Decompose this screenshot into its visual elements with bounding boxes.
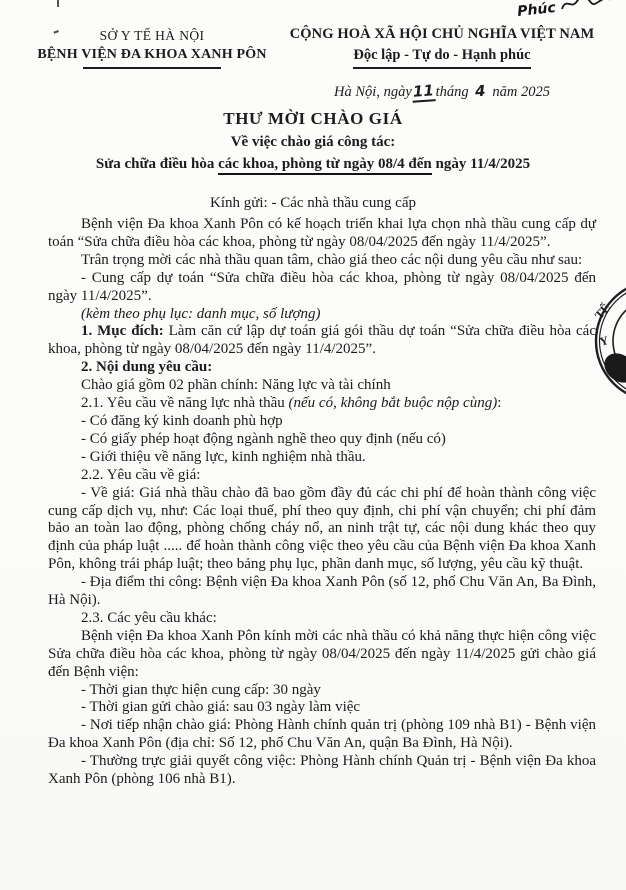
issuer-underline bbox=[83, 67, 221, 69]
national-title: CỘNG HOÀ XÃ HỘI CHỦ NGHĨA VIỆT NAM bbox=[289, 26, 595, 42]
section-other-requirements: 2.3. Các yêu cầu khác: bbox=[81, 609, 217, 626]
document-body bbox=[48, 216, 596, 789]
section-capability bbox=[48, 395, 596, 413]
capability-note: (nếu có, không bắt buộc nộp cùng) bbox=[288, 395, 498, 412]
hospital-name: BỆNH VIỆN ĐA KHOA XANH PÔN bbox=[37, 47, 267, 62]
item-business-registration: - Có đăng ký kinh doanh phù hợp bbox=[81, 412, 283, 429]
date-line bbox=[286, 82, 598, 102]
item-delivery-time: - Thời gian thực hiện cung cấp: 30 ngày bbox=[81, 681, 321, 698]
paragraph-work-location: - Địa điểm thi công: Bệnh viện Đa khoa Xanh Pôn (số 12, phố Chu Văn An, Ba Đình, Hà Nội). bbox=[48, 574, 596, 609]
date-suffix: năm 2025 bbox=[492, 84, 550, 100]
doc-title: THƯ MỜI CHÀO GIÁ bbox=[223, 109, 403, 128]
motto-underline bbox=[353, 67, 531, 69]
paragraph-intro: Bệnh viện Đa khoa Xanh Pôn có kế hoạch triển khai lựa chọn nhà thầu cung cấp dự toán “Sửa chữa điều hòa các khoa, phòng từ ngày 08/04/2025 đến ngày 11/4/2025”. bbox=[48, 216, 596, 250]
item-receiving-place: - Nơi tiếp nhận chào giá: Phòng Hành chính quản trị (phòng 109 nhà B1) - Bệnh viện Đa khoa Xanh Pôn (địa chỉ: Số 12, phố Chu Văn An, quận Ba Đình, Hà Nội). bbox=[48, 717, 596, 752]
doc-subject-post: ngày 11/4/2025 bbox=[431, 156, 531, 172]
national-motto: Độc lập - Tự do - Hạnh phúc bbox=[353, 47, 531, 63]
purpose-text: Làm căn cứ lập dự toán giá gói thầu dự toán “Sửa chữa điều hòa các khoa, phòng từ ngày 08/04/2025 đến ngày 11/4/2025”. bbox=[48, 323, 596, 358]
stamp-letter-y: Y bbox=[597, 333, 611, 349]
handwritten-month: 4 bbox=[474, 81, 487, 101]
doc-subject-pre: Sửa chữa điều hòa bbox=[95, 156, 219, 172]
parent-org-name: SỞ Y TẾ HÀ NỘI bbox=[99, 28, 205, 43]
paragraph-scope: - Cung cấp dự toán “Sửa chữa điều hòa các khoa, phòng từ ngày 08/04/2025 đến ngày 11/4/2025”. bbox=[48, 269, 596, 304]
purpose-label: 1. Mục đích: bbox=[81, 323, 164, 340]
handwritten-note bbox=[516, 0, 613, 20]
handwritten-scribble-icon bbox=[559, 0, 612, 13]
capability-pre: 2.1. Yêu cầu về năng lực nhà thầu bbox=[81, 395, 289, 412]
paragraph-appendix-note: (kèm theo phụ lục: danh mục, số lượng) bbox=[81, 305, 321, 322]
paragraph-purpose bbox=[48, 323, 596, 359]
date-prefix: Hà Nội, ngày bbox=[334, 84, 412, 100]
item-license: - Có giấy phép hoạt động ngành nghề theo quy định (nếu có) bbox=[81, 430, 446, 447]
paragraph-quote-parts: Chào giá gồm 02 phần chính: Năng lực và tài chính bbox=[81, 377, 391, 394]
doc-subject-underlined: các khoa, phòng từ ngày 08/4 đến bbox=[218, 156, 432, 175]
paragraph-price-details: - Về giá: Giá nhà thầu chào đã bao gồm đầy đủ các chi phí để hoàn thành công việc cung cấp dịch vụ, như: Các loại thuế, phí theo quy định, chi phí vận chuyển; chi phí đảm bảo an toàn lao động, phòng chống cháy nổ, an ninh trật tự, các nội dung khác theo quy định của pháp luật ..... để hoàn thành công việc theo yêu cầu của Bệnh viện Đa khoa Xanh Pôn, không trái pháp luật; theo bảng phụ lục, phần danh mục, số lượng, yêu cầu kỹ thuật. bbox=[48, 484, 596, 573]
section-content-requirements: 2. Nội dung yêu cầu: bbox=[81, 359, 213, 376]
doc-subtitle: Về việc chào giá công tác: bbox=[230, 134, 396, 150]
stamp-letter-te: TẾ bbox=[591, 300, 613, 323]
handwritten-note-text: Phúc bbox=[516, 0, 557, 20]
item-quote-deadline: - Thời gian gửi chào giá: sau 03 ngày làm việc bbox=[81, 699, 361, 716]
handwritten-day: 11 bbox=[411, 81, 435, 103]
letterhead-national bbox=[286, 26, 598, 102]
salutation: Kính gửi: - Các nhà thầu cung cấp bbox=[210, 195, 416, 211]
section-price-requirements: 2.2. Yêu cầu về giá: bbox=[81, 466, 201, 483]
item-standing-office: - Thường trực giải quyết công việc: Phòng Hành chính Quản trị - Bệnh viện Đa khoa Xanh Pôn (phòng 106 nhà B1). bbox=[48, 753, 596, 788]
doc-subject bbox=[0, 156, 626, 173]
letterhead-issuer bbox=[18, 28, 286, 69]
official-stamp bbox=[586, 284, 626, 399]
paragraph-invitation: Trân trọng mời các nhà thầu quan tâm, chào giá theo các nội dung yêu cầu như sau: bbox=[81, 251, 583, 268]
date-thang: tháng bbox=[435, 84, 469, 100]
paragraph-invitation-send: Bệnh viện Đa khoa Xanh Pôn kính mời các nhà thầu có khả năng thực hiện công việc Sửa chữa điều hòa các khoa, phòng từ ngày 08/04/2025 đến ngày 11/4/2025 gửi chào giá đến Bệnh viện: bbox=[48, 627, 596, 680]
capability-colon: : bbox=[497, 395, 502, 412]
scan-speck bbox=[57, 0, 59, 7]
item-experience: - Giới thiệu về năng lực, kinh nghiệm nhà thầu. bbox=[81, 448, 366, 465]
title-block bbox=[0, 109, 626, 173]
